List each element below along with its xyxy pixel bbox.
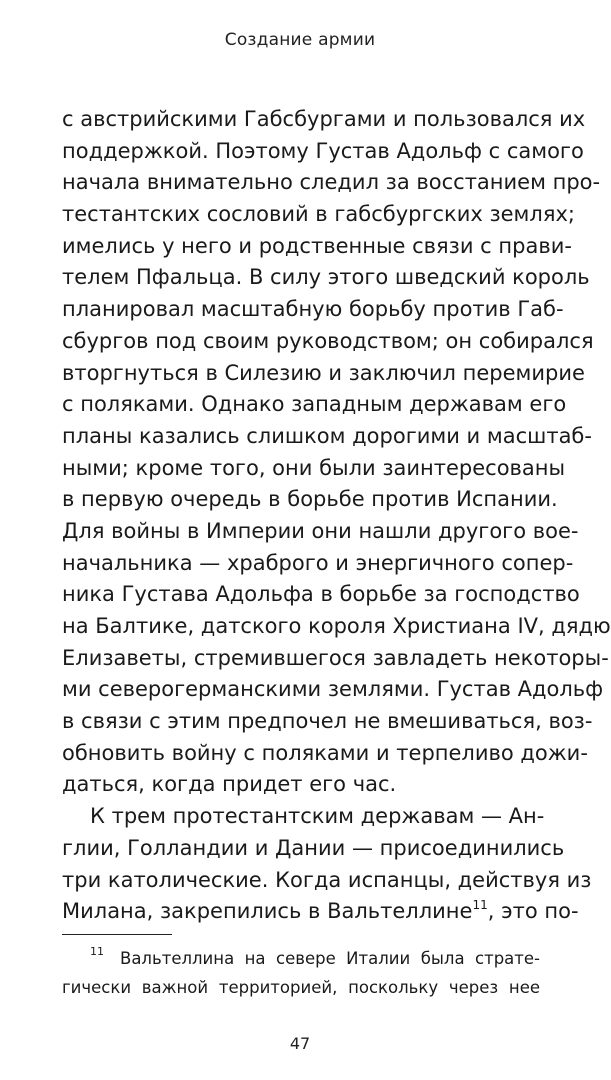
text-line: ника Густава Адольфа в борьбе за господство bbox=[62, 582, 580, 607]
text-line: три католические. Когда испанцы, действуя из bbox=[62, 867, 592, 892]
text-line: Для войны в Империи они нашли другого вое- bbox=[62, 518, 579, 543]
text-line: даться, когда придет его час. bbox=[62, 772, 397, 797]
text-line: глии, Голландии и Дании — присоединились bbox=[62, 835, 565, 860]
text-line: тестантских сословий в габсбургских землях; bbox=[62, 202, 575, 227]
text-line: имелись у него и родственные связи с прави- bbox=[62, 233, 572, 258]
footnote-number: 11 bbox=[90, 945, 104, 958]
text-line: в связи с этим предпочел не вмешиваться, воз- bbox=[62, 709, 593, 734]
page-number: 47 bbox=[289, 1034, 311, 1053]
footnote-line bbox=[62, 944, 540, 973]
text-line: планы казались слишком дорогими и масштаб- bbox=[62, 423, 592, 448]
footnote-text: Вальтеллина на севере Италии была страте- bbox=[120, 949, 540, 968]
text-fragment: Милана, закрепились в Вальтеллине bbox=[62, 899, 473, 924]
text-line: начала внимательно следил за восстанием про- bbox=[62, 170, 601, 195]
text-line: вторгнуться в Силезию и заключил перемирие bbox=[62, 360, 585, 385]
text-line: Елизаветы, стремившегося завладеть некоторы- bbox=[62, 645, 609, 670]
text-line: обновить войну с поляками и терпеливо дожи- bbox=[62, 740, 588, 765]
text-fragment: , это по- bbox=[487, 899, 579, 924]
text-line: в первую очередь в борьбе против Испании. bbox=[62, 487, 558, 512]
text-line: телем Пфальца. В силу этого шведский король bbox=[62, 265, 590, 290]
text-line: на Балтике, датского короля Христиана IV, дядю bbox=[62, 614, 611, 638]
footnotes bbox=[62, 944, 540, 1002]
footnote-reference[interactable]: 11 bbox=[472, 898, 488, 913]
text-line: ными; кроме того, они были заинтересованы bbox=[62, 455, 566, 480]
footnote-separator bbox=[62, 934, 172, 935]
text-line: сбургов под своим руководством; он собирался bbox=[62, 328, 594, 353]
text-line: с австрийскими Габсбургами и пользовался их bbox=[62, 107, 586, 131]
text-line: начальника — храброго и энергичного сопер- bbox=[62, 550, 574, 575]
body-text bbox=[62, 104, 611, 928]
running-head: Создание армии bbox=[224, 30, 376, 50]
text-line: планировал масштабную борьбу против Габ- bbox=[62, 297, 564, 322]
text-line: поддержкой. Поэтому Густав Адольф с самого bbox=[62, 138, 584, 163]
footnote-line: гически важной территорией, поскольку через нее bbox=[62, 978, 540, 997]
text-line: с поляками. Однако западным державам его bbox=[62, 392, 567, 417]
text-line-with-footnote bbox=[62, 896, 579, 928]
text-line: К трем протестантским державам — Ан- bbox=[90, 804, 545, 829]
text-line: ми северогерманскими землями. Густав Адольф bbox=[62, 677, 604, 702]
